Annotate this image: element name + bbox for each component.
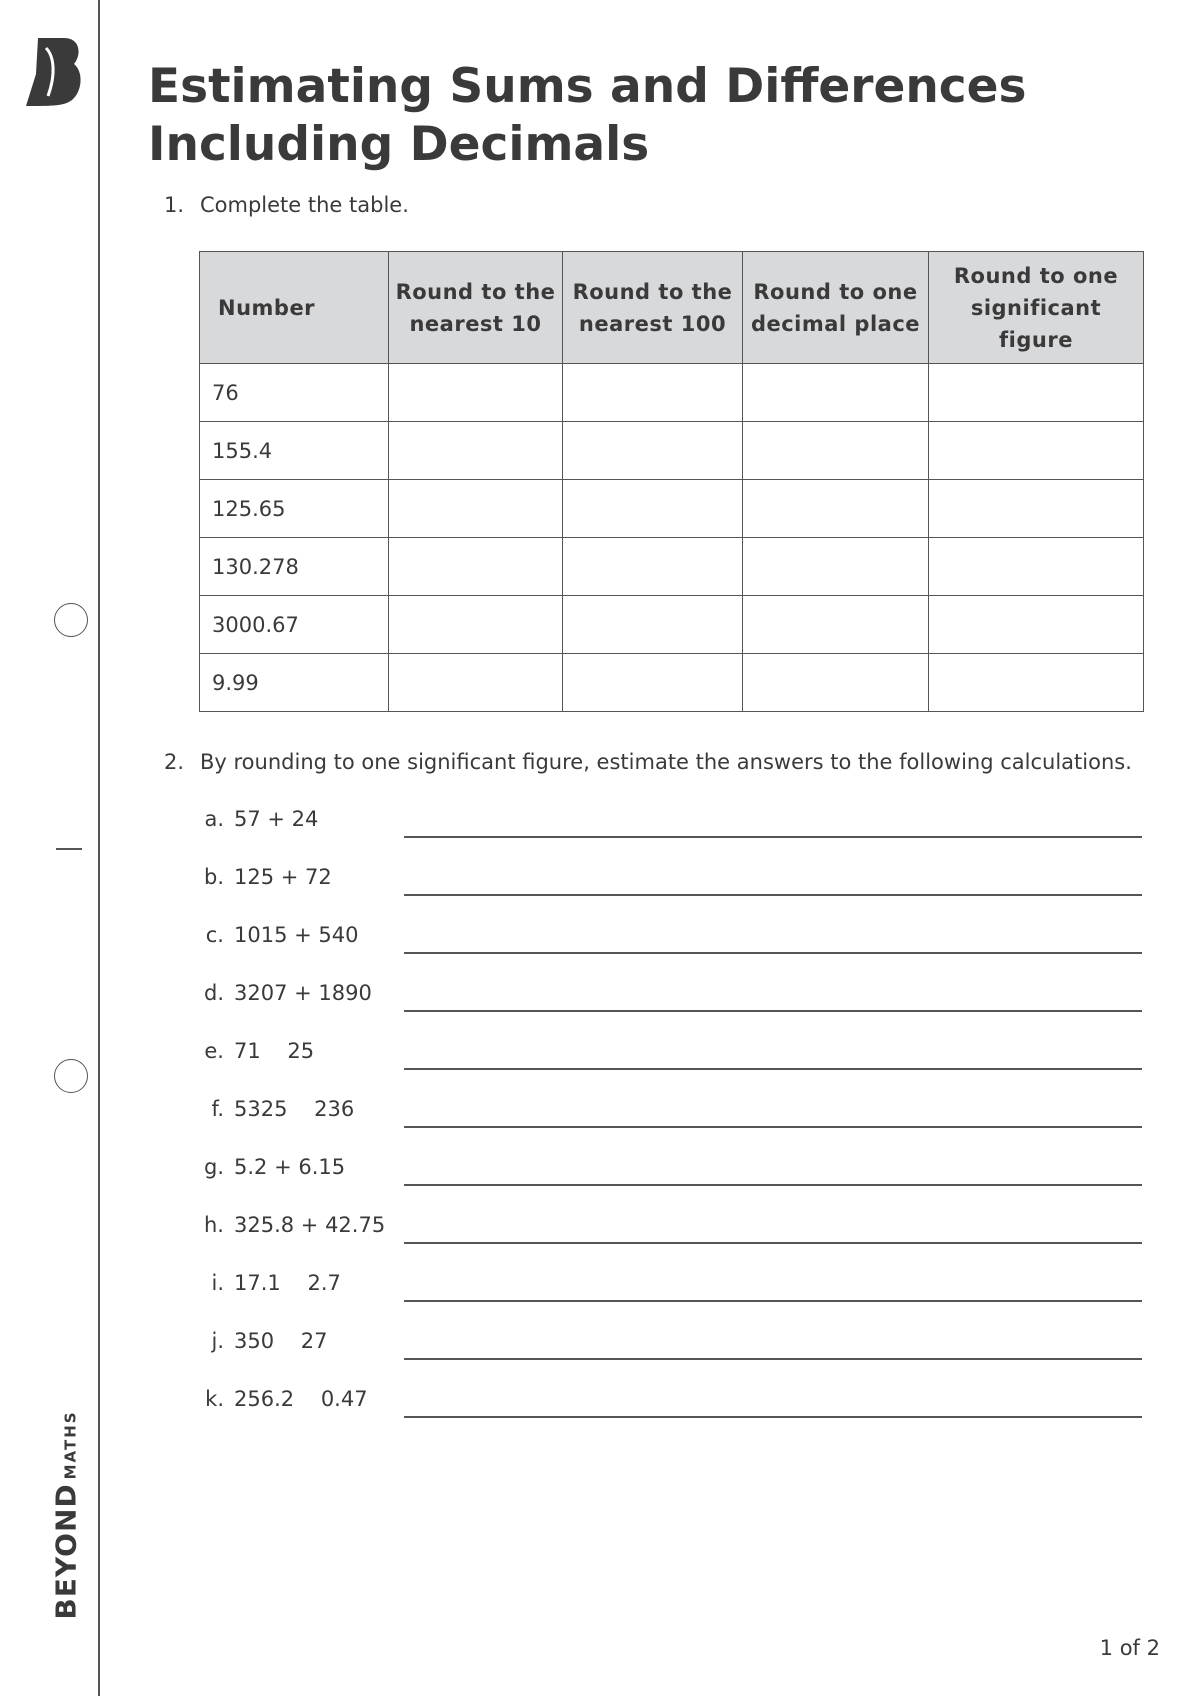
answer-cell[interactable] [563,364,743,422]
question-text: By rounding to one significant figure, estimate the answers to the following calculations. [200,750,1132,774]
table-row [200,364,1144,422]
item-letter: j. [211,1329,224,1353]
fold-mark [56,848,82,850]
item-letter: i. [211,1271,224,1295]
answer-cell[interactable] [743,538,929,596]
item-letter: b. [203,865,224,889]
answer-cell[interactable] [389,364,563,422]
answer-cell[interactable] [929,538,1144,596]
binder-hole-icon [54,1059,88,1093]
number-cell: 125.65 [200,480,389,538]
item-expression: 57 + 24 [234,807,319,831]
answer-cell[interactable] [563,596,743,654]
item-letter: d. [203,981,224,1005]
table-row [200,422,1144,480]
answer-cell[interactable] [743,364,929,422]
answer-line[interactable] [404,1010,1142,1012]
item-expression: 125 + 72 [234,865,332,889]
answer-cell[interactable] [929,422,1144,480]
item-expression: 325.8 + 42.75 [234,1213,386,1237]
question-number: 2. [164,750,185,774]
answer-cell[interactable] [389,422,563,480]
answer-line[interactable] [404,1126,1142,1128]
number-cell: 9.99 [200,654,389,712]
answer-cell[interactable] [743,480,929,538]
answer-line[interactable] [404,1242,1142,1244]
answer-cell[interactable] [929,596,1144,654]
column-header: Round to the nearest 100 [563,252,743,364]
table-header-row [200,252,1144,364]
item-expression: 256.2 0.47 [234,1387,368,1411]
answer-line[interactable] [404,1300,1142,1302]
answer-line[interactable] [404,894,1142,896]
answer-cell[interactable] [389,654,563,712]
table-row [200,596,1144,654]
answer-line[interactable] [404,836,1142,838]
answer-cell[interactable] [389,596,563,654]
answer-cell[interactable] [743,596,929,654]
answer-cell[interactable] [389,480,563,538]
answer-cell[interactable] [929,480,1144,538]
binder-hole-icon [54,603,88,637]
question-number: 1. [164,193,185,217]
answer-line[interactable] [404,1184,1142,1186]
item-expression: 17.1 2.7 [234,1271,341,1295]
item-expression: 1015 + 540 [234,923,359,947]
item-letter: e. [204,1039,224,1063]
table-row [200,480,1144,538]
item-letter: k. [205,1387,224,1411]
answer-cell[interactable] [743,422,929,480]
item-expression: 3207 + 1890 [234,981,372,1005]
number-cell: 3000.67 [200,596,389,654]
title-line-1: Estimating Sums and Differences [148,59,1027,114]
item-letter: a. [204,807,224,831]
column-header: Number [200,252,389,364]
page-title [148,58,1148,174]
title-line-2: Including Decimals [148,117,650,172]
question-text: Complete the table. [200,193,409,217]
column-header: Round to the nearest 10 [389,252,563,364]
item-letter: c. [205,923,224,947]
table-row [200,654,1144,712]
item-letter: g. [203,1155,224,1179]
answer-cell[interactable] [929,364,1144,422]
brand-wordmark [50,1410,83,1619]
answer-line[interactable] [404,1416,1142,1418]
table-row [200,538,1144,596]
answer-line[interactable] [404,952,1142,954]
question-2-prompt [164,750,1132,774]
rounding-table [199,251,1144,712]
item-expression: 71 25 [234,1039,315,1063]
item-expression: 5.2 + 6.15 [234,1155,346,1179]
answer-cell[interactable] [563,654,743,712]
page-number: 1 of 2 [1099,1636,1160,1660]
number-cell: 155.4 [200,422,389,480]
number-cell: 76 [200,364,389,422]
item-letter: h. [204,1213,224,1237]
item-expression: 5325 236 [234,1097,355,1121]
answer-cell[interactable] [743,654,929,712]
margin-rule [98,0,100,1696]
beyond-maths-logo [24,34,82,110]
number-cell: 130.278 [200,538,389,596]
item-expression: 350 27 [234,1329,328,1353]
column-header: Round to one significant figure [929,252,1144,364]
answer-cell[interactable] [563,538,743,596]
answer-cell[interactable] [929,654,1144,712]
brand-name: BEYOND [49,1483,83,1620]
answer-cell[interactable] [389,538,563,596]
question-1-prompt [164,193,409,217]
item-letter: f. [211,1097,224,1121]
brand-sub: MATHS [61,1410,80,1480]
column-header: Round to one decimal place [743,252,929,364]
answer-cell[interactable] [563,480,743,538]
answer-line[interactable] [404,1068,1142,1070]
answer-cell[interactable] [563,422,743,480]
answer-line[interactable] [404,1358,1142,1360]
